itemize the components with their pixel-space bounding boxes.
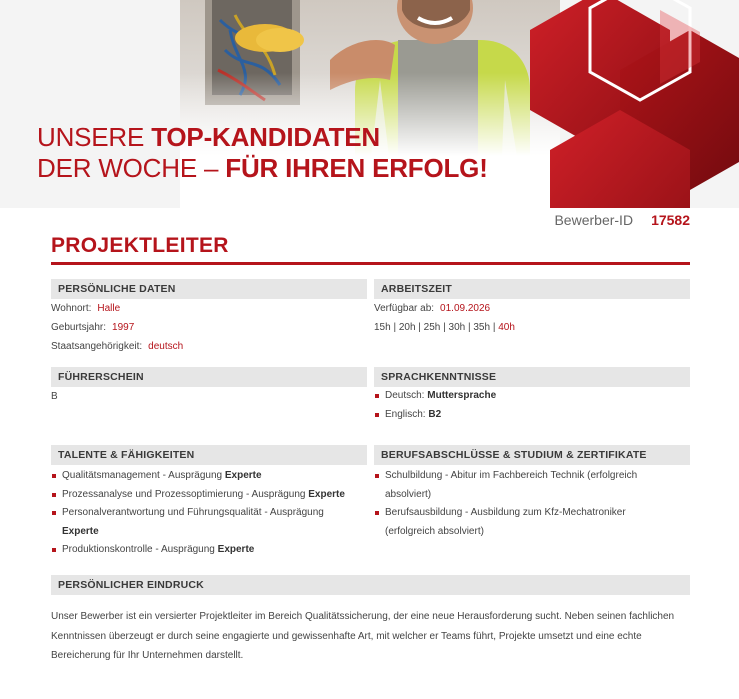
- applicant-id-label: Bewerber-ID: [554, 212, 634, 228]
- education-text: Berufsausbildung - Ausbildung zum Kfz-Mechatroniker (erfolgreich absolviert): [385, 507, 626, 537]
- wohnort-label: Wohnort:: [51, 303, 92, 314]
- list-item: [51, 541, 351, 560]
- geburtsjahr-row: [51, 318, 183, 337]
- language-level: B2: [428, 408, 442, 420]
- section-heading-personal: PERSÖNLICHE DATEN: [51, 279, 367, 299]
- headline-line1-bold: TOP-KANDIDATEN: [151, 122, 380, 152]
- education-text: Schulbildung - Abitur im Fachbereich Technik (erfolgreich absolviert): [385, 470, 638, 500]
- skill-level: Experte: [224, 470, 262, 481]
- impression-text: Unser Bewerber ist ein versierter Projektleiter im Bereich Qualitätssicherung, der eine neue Herausforderung sucht. Neben seinen fachlichen Kenntnissen überzeugt er durch seine engagierte und gewissenhafte Art, mit welcher er Teams führt, Projekte umsetzt und eine echte Bereicherung für Ihr Unternehmen darstellt.: [51, 611, 675, 661]
- list-item: [374, 467, 666, 504]
- skill-text: Qualitätsmanagement - Ausprägung: [62, 470, 225, 481]
- worktime-data: [374, 299, 515, 337]
- language-level: Muttersprache: [427, 390, 497, 401]
- available-label: Verfügbar ab:: [374, 303, 435, 314]
- skill-text: Prozessanalyse und Prozessoptimierung - Ausprägung: [62, 488, 309, 500]
- list-item: [374, 387, 690, 406]
- staat-label: Staatsangehörigkeit:: [51, 341, 143, 352]
- section-heading-education: BERUFSABSCHLÜSSE & STUDIUM & ZERTIFIKATE: [374, 445, 690, 465]
- section-heading-worktime: ARBEITSZEIT: [374, 279, 690, 299]
- language-list: [374, 387, 690, 424]
- skill-text: Personalverantwortung und Führungsqualität - Ausprägung: [62, 507, 324, 518]
- headline-line1-normal: UNSERE: [37, 122, 152, 152]
- title-divider: [51, 262, 690, 265]
- staat-row: [51, 337, 183, 356]
- skill-level: Experte: [62, 525, 99, 537]
- geburtsjahr-label: Geburtsjahr:: [51, 322, 107, 333]
- wohnort-value: Halle: [97, 303, 121, 314]
- list-item: [51, 467, 351, 486]
- available-row: [374, 299, 515, 318]
- applicant-id-row: [554, 212, 690, 228]
- geburtsjahr-value: 1997: [112, 322, 135, 333]
- section-heading-impression: PERSÖNLICHER EINDRUCK: [51, 575, 690, 595]
- hours-row: [374, 318, 515, 337]
- hours-selected: 40h: [498, 322, 515, 333]
- headline-line2-bold: FÜR IHREN ERFOLG!: [225, 153, 488, 183]
- available-value: 01.09.2026: [440, 303, 491, 314]
- section-heading-license: FÜHRERSCHEIN: [51, 367, 367, 387]
- staat-value: deutsch: [148, 341, 184, 352]
- applicant-id-value: 17582: [651, 212, 690, 228]
- section-heading-languages: SPRACHKENNTNISSE: [374, 367, 690, 387]
- list-item: [374, 406, 690, 425]
- skill-level: Experte: [217, 544, 255, 555]
- language-name: Deutsch:: [385, 390, 428, 401]
- license-value: B: [51, 391, 58, 402]
- hours-options: 15h | 20h | 25h | 30h | 35h |: [374, 322, 499, 333]
- wohnort-row: [51, 299, 183, 318]
- section-heading-skills: TALENTE & FÄHIGKEITEN: [51, 445, 367, 465]
- headline: [37, 122, 488, 184]
- header-banner: [0, 0, 739, 208]
- list-item: [51, 504, 351, 541]
- personal-data: [51, 299, 183, 356]
- list-item: [374, 504, 666, 541]
- language-name: Englisch:: [385, 408, 429, 420]
- headline-line2-normal: DER WOCHE –: [37, 153, 226, 183]
- job-title: PROJEKTLEITER: [51, 234, 229, 257]
- list-item: [51, 486, 351, 505]
- skill-level: Experte: [308, 488, 345, 500]
- skill-text: Produktionskontrolle - Ausprägung: [62, 544, 218, 555]
- education-list: [374, 467, 666, 541]
- skills-list: [51, 467, 351, 560]
